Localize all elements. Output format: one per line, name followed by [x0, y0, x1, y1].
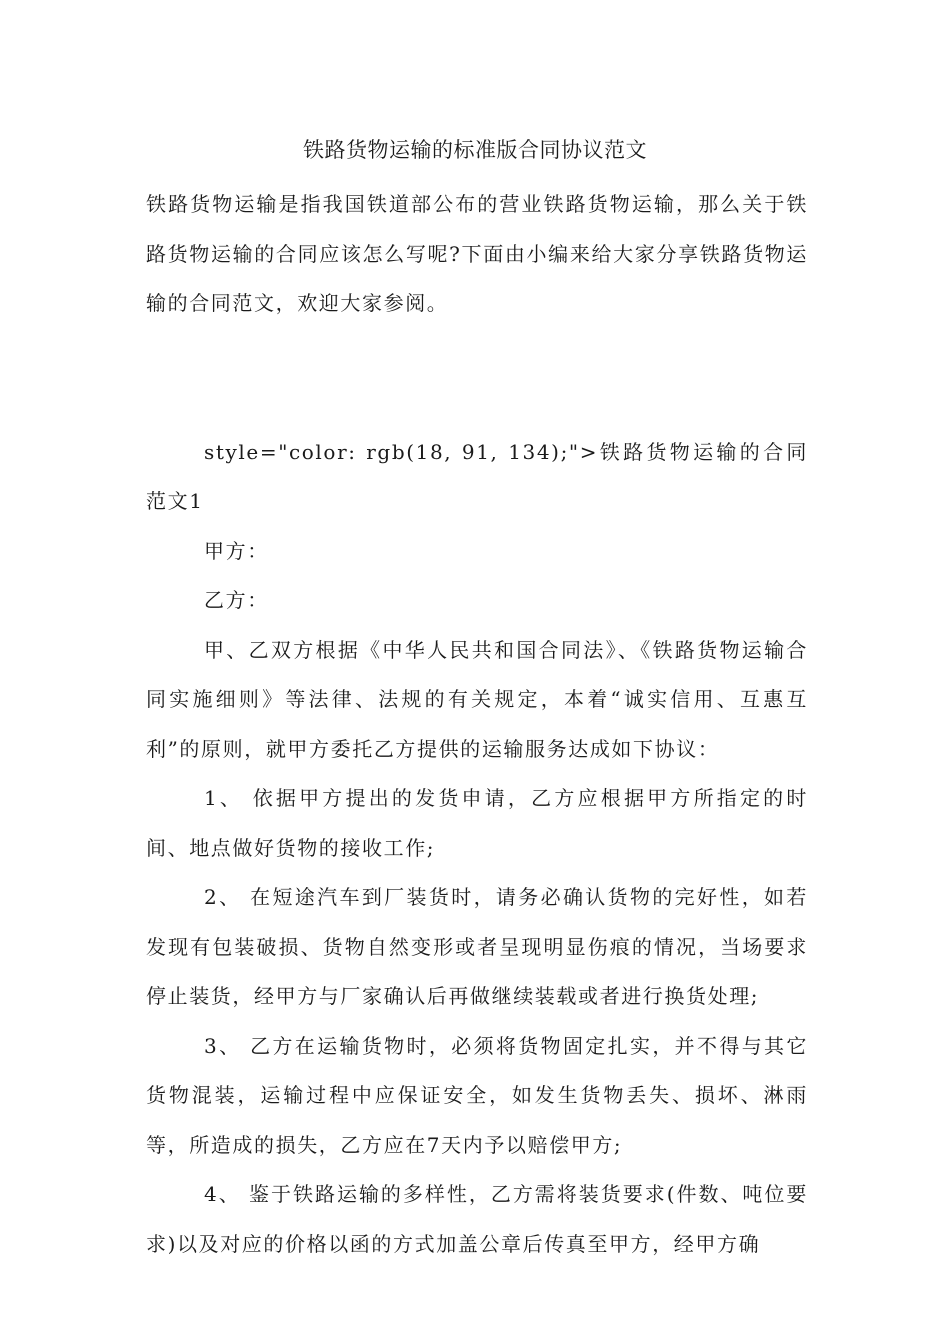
intro-paragraph: 铁路货物运输是指我国铁道部公布的营业铁路货物运输，那么关于铁路货物运输的合同应该怎么写呢?下面由小编来给大家分享铁路货物运输的合同范文，欢迎大家参阅。	[146, 192, 808, 315]
document-title: 铁路货物运输的标准版合同协议范文	[303, 138, 647, 162]
party-a-line: 甲方：	[204, 538, 269, 563]
section-heading: style="color: rgb(18, 91, 134);">铁路货物运输的合同范文1	[146, 439, 808, 513]
paragraph-gap	[146, 329, 808, 428]
clause-4: 4、 鉴于铁路运输的多样性，乙方需将装货要求(件数、吨位要求)以及对应的价格以函的方式加盖公章后传真至甲方，经甲方确	[146, 1182, 808, 1256]
agreement-preamble: 甲、乙双方根据《中华人民共和国合同法》、《铁路货物运输合同实施细则》等法律、法规的有关规定，本着“诚实信用、互惠互利”的原则，就甲方委托乙方提供的运输服务达成如下协议：	[146, 637, 808, 761]
document-body	[146, 180, 808, 1269]
party-b-line: 乙方：	[204, 588, 269, 612]
clause-3: 3、 乙方在运输货物时，必须将货物固定扎实，并不得与其它货物混装，运输过程中应保证安全，如发生货物丢失、损坏、淋雨等，所造成的损失，乙方应在7天内予以赔偿甲方;	[146, 1033, 808, 1157]
clause-2: 2、 在短途汽车到厂装货时，请务必确认货物的完好性，如若发现有包装破损、货物自然变形或者呈现明显伤痕的情况，当场要求停止装货，经甲方与厂家确认后再做继续装载或者进行换货处理;	[146, 885, 808, 1008]
clause-1: 1、 依据甲方提出的发货申请，乙方应根据甲方所指定的时间、地点做好货物的接收工作;	[146, 786, 808, 860]
